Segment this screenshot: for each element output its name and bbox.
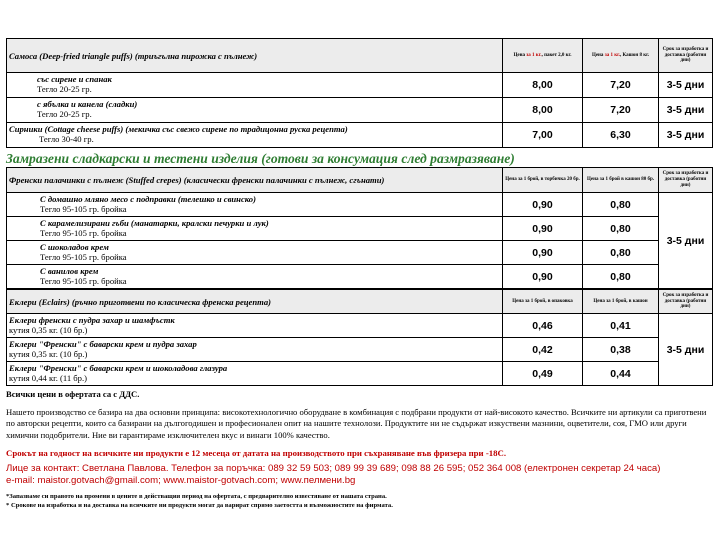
price-bag: 0,90 [503,217,583,241]
price-pack: 8,00 [503,73,583,98]
product-name: С ванилов крем [40,265,99,276]
product-weight: Тегло 95-105 гр. бройка [40,251,127,262]
table-row [7,362,713,386]
product-name: със сирене и спанак [37,74,112,85]
price-pack: 7,00 [503,123,583,148]
eclairs-price-box-header: Цена за 1 брой, в кашон [583,290,659,314]
price-box: 0,38 [583,338,659,362]
delivery-term: 3-5 дни [659,123,713,148]
price-pack: 0,49 [503,362,583,386]
price-pack: 0,42 [503,338,583,362]
price-box: 0,80 [583,193,659,217]
product-name: Сирники (Cottage cheese puffs) (мекичка със свежо сирене по традицонна руска рецепта) [9,124,348,135]
product-name: Еклери "Френски" с баварски крем и шоколадова глазура [9,362,228,373]
frozen-section-title: Замразени сладкарски и тестени изделия (готови за консумация след размразяване) [6,151,515,166]
product-weight: Тегло 95-105 гр. бройка [40,203,127,214]
notes-section [6,389,712,510]
contact-line: Лице за контакт: Светлана Павлова. Телефон за поръчка: 089 32 59 503; 089 99 39 689; 098 88 26 595; 052 364 008 (електронен секретар 24 часа) [6,462,661,474]
product-weight: Тегло 95-105 гр. бройка [40,227,127,238]
eclairs-table [6,289,713,386]
product-weight: Тегло 20-25 гр. [37,84,92,94]
eclairs-header-row [7,290,713,314]
price-bag: 0,90 [503,241,583,265]
email-line[interactable]: e-mail: maistor.gotvach@gmail.com; www.maistor-gotvach.com; www.пелмени.bg [6,475,356,486]
product-weight: кутия 0,35 кг. (10 бр.) [9,324,88,335]
table-row [7,338,713,362]
product-name: С карамелизирани гъби (манатарки, кралски печурки и лук) [40,217,269,228]
table-row [7,98,713,123]
table-row [7,241,713,265]
product-name: с ябълка и канела (сладки) [37,99,138,110]
delivery-term: 3-5 дни [659,193,713,289]
samosa-price-box-header: Цена за 1 кг., Кашон 8 кг. [583,39,659,73]
price-box: 0,41 [583,314,659,338]
crepes-section-title: Френски палачинки с пълнеж (Stuffed crepes) (класически френски палачинки с пълнеж, сгънати) [7,168,503,193]
samosa-term-header: Срок за изработка и доставка (работни дни) [659,39,713,73]
price-change-note: *Запазваме си правото на промени в цените в действащия период на офертата, с предварително известяване от нашата страна. [6,492,387,500]
price-box: 0,80 [583,241,659,265]
delivery-term: 3-5 дни [659,98,713,123]
product-weight: кутия 0,44 кг. (11 бр.) [9,372,87,383]
price-box: 0,80 [583,265,659,289]
eclairs-price-pack-header: Цена за 1 брой, в опаковка [503,290,583,314]
price-box: 6,30 [583,123,659,148]
table-row [7,123,713,148]
price-box: 7,20 [583,73,659,98]
price-pack: 8,00 [503,98,583,123]
crepes-table [6,167,713,289]
price-box: 0,44 [583,362,659,386]
product-weight: Тегло 30-40 гр. [39,134,94,144]
product-weight: Тегло 20-25 гр. [37,109,92,119]
product-name: С домашно мляно месо с подправки (телешко и свинско) [40,193,256,204]
price-pack: 0,46 [503,314,583,338]
delivery-terms-note: * Срокове на изработка и на доставка на всичките ни продукти могат да варират спрямо заетостта и възможностите на фирмата. [6,501,393,509]
price-bag: 0,90 [503,193,583,217]
eclairs-term-header: Срок за изработка и доставка (работни дни) [659,290,713,314]
crepes-header-row [7,168,713,193]
crepes-price-bag-header: Цена за 1 брой, в торбичка 20 бр. [503,168,583,193]
price-list-page [6,38,712,510]
table-row [7,193,713,217]
samosa-table [6,38,713,148]
table-row [7,73,713,98]
eclairs-section-title: Еклери (Eclairs) (ръчно приготвени по класическа френска рецепта) [7,290,503,314]
table-row [7,217,713,241]
samosa-price-pack-header: Цена за 1 кг., пакет 2,0 кг. [503,39,583,73]
vat-note: Всички цени в офертата са с ДДС. [6,389,140,399]
delivery-term: 3-5 дни [659,73,713,98]
crepes-price-box-header: Цена за 1 брой в кашон 80 бр. [583,168,659,193]
product-weight: Тегло 95-105 гр. бройка [40,275,127,286]
product-weight: кутия 0,35 кг. (10 бр.) [9,348,88,359]
product-name: С шоколадов крем [40,241,109,252]
crepes-term-header: Срок за изработка и доставка (работни дни) [659,168,713,193]
production-note: Нашето производство се базира на два основни принципа: високотехнологично оборудване в комбинация с подбрани продукти от най-високото качество. Всичките ни артикули са приготвени по авторски рецепти, които са базирани на дългогодишен и професионален опит на нашите технолози. Продуктите ни не съдържат изкуствени мазнини, оцветители, соя, ГМО или други химични подобрители. Ние ви гарантираме изключителен вкус и винаги 100% качество. [6,406,707,440]
samosa-section-title: Самоса (Deep-fried triangle puffs) (триъгълна пирожка с пълнеж) [7,39,503,73]
price-box: 7,20 [583,98,659,123]
table-row [7,314,713,338]
price-box: 0,80 [583,217,659,241]
delivery-term: 3-5 дни [659,314,713,386]
shelf-life-note: Срокът на годност на всичките ни продукти е 12 месеца от датата на производството при съхраняване във фризера при -18С. [6,448,507,458]
product-name: Еклери "Френски" с баварски крем и пудра захар [9,338,197,349]
table-row [7,265,713,289]
product-name: Еклери френски с пудра захар и шамфъстк [9,314,175,325]
samosa-header-row [7,39,713,73]
price-bag: 0,90 [503,265,583,289]
